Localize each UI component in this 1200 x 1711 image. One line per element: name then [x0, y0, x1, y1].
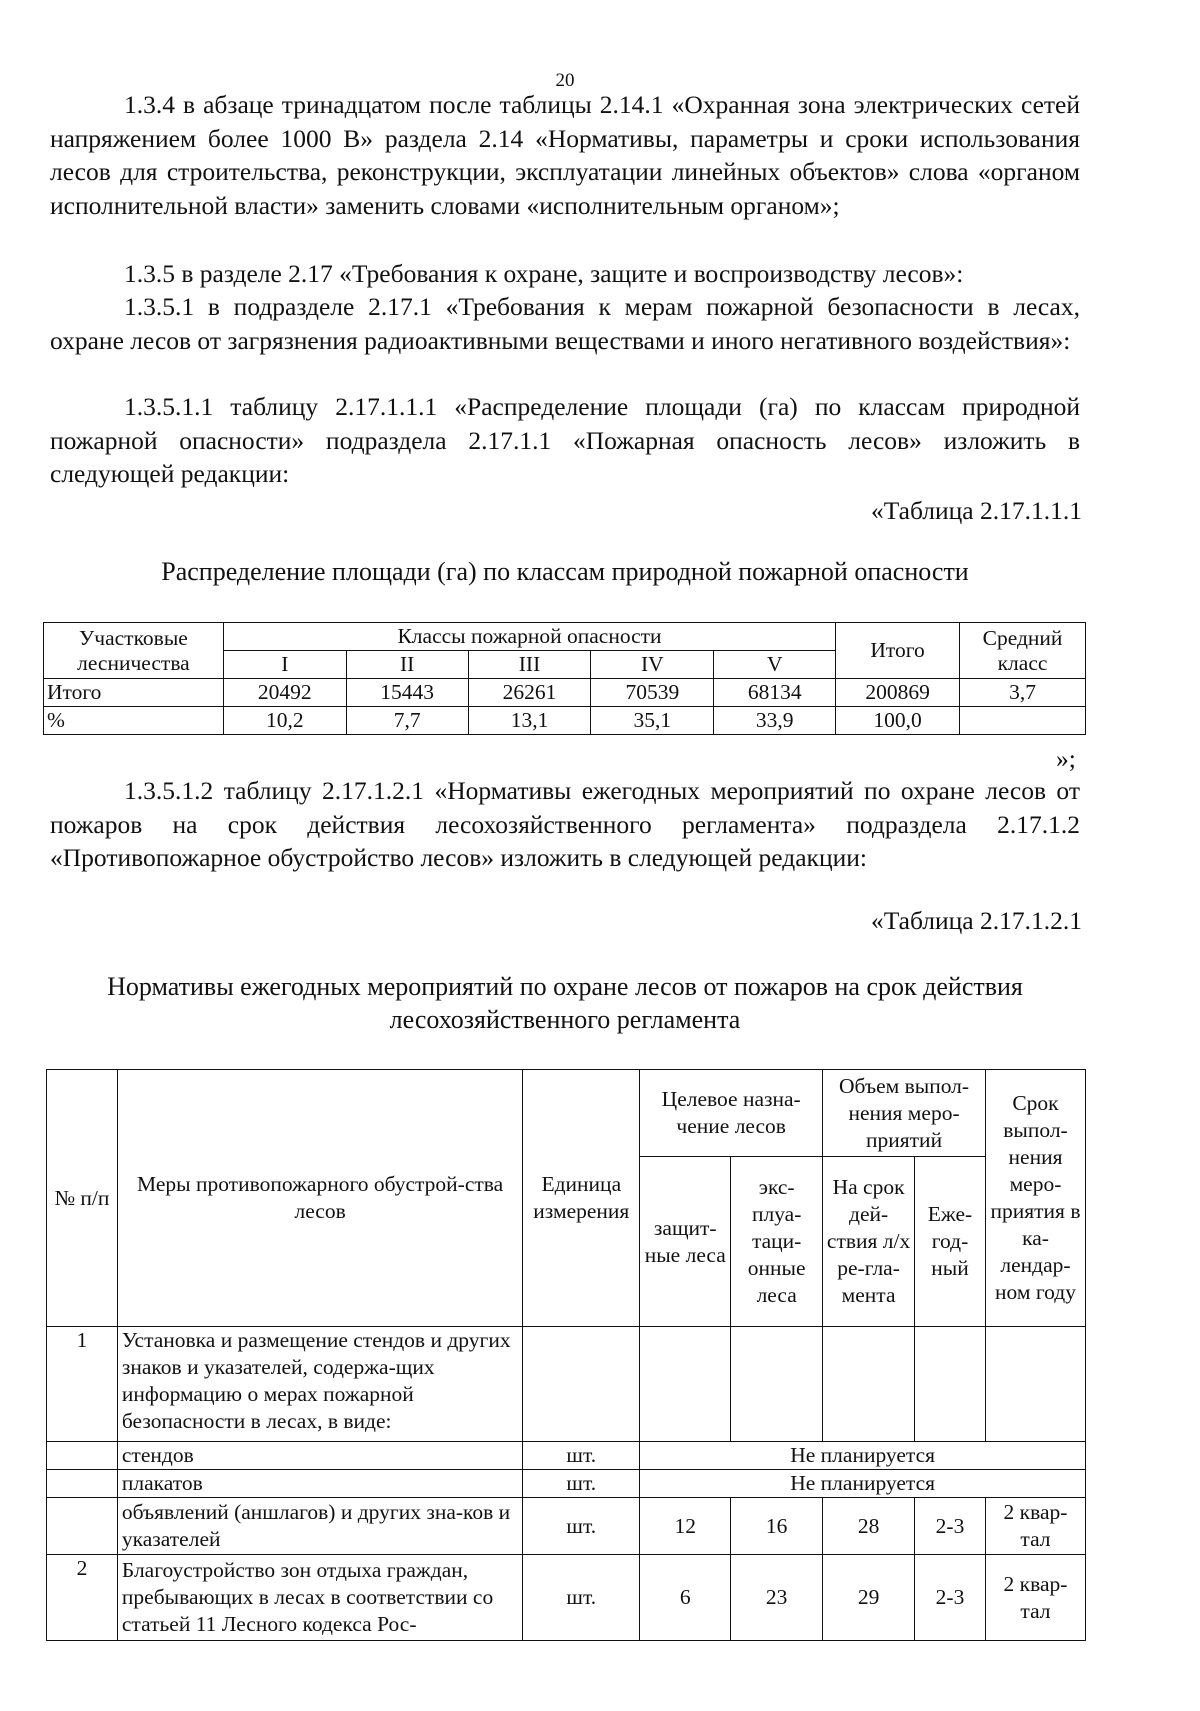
- paragraph-1-3-5-1-2: 1.3.5.1.2 таблицу 2.17.1.2.1 «Нормативы ежегодных мероприятий по охране лесов от пожаров на срок действия лесохозяйственного регламента» подраздела 2.17.1.2 «Противопожарное обустройство лесов» изложить в следующей редакции:: [50, 776, 1080, 872]
- header-protective-forests: защит-ные леса: [640, 1157, 731, 1327]
- cell-protective: 6: [640, 1555, 731, 1641]
- cell-value: 7,7: [346, 707, 468, 735]
- measure-name: Установка и размещение стендов и других знаков и указателей, содержа-щих информацию о мерах пожарной безопасности в лесах, в виде:: [117, 1327, 522, 1442]
- table2-label: «Таблица 2.17.1.2.1: [870, 906, 1082, 935]
- cell-annual: 2-3: [915, 1555, 986, 1641]
- fire-class-distribution-table: [43, 622, 1086, 735]
- header-class-2: II: [346, 651, 468, 679]
- table-row: [47, 1327, 1086, 1442]
- header-total: Итого: [836, 623, 960, 679]
- cell-value: 26261: [468, 679, 591, 707]
- header-class-1: I: [223, 651, 346, 679]
- header-deadline: Срок выпол-нения меро-приятия в ка-лендар-ном году: [985, 1070, 1085, 1327]
- paragraph-1-3-5-1-1: 1.3.5.1.1 таблицу 2.17.1.1.1 «Распределение площади (га) по классам природной пожарной опасности» подраздела 2.17.1.1 «Пожарная опасность лесов» изложить в следующей редакции:: [50, 392, 1080, 488]
- row-label: %: [44, 707, 224, 735]
- row-number: 1: [47, 1327, 118, 1442]
- table-row: [47, 1555, 1086, 1641]
- header-measures: Меры противопожарного обустрой-ства лесов: [117, 1070, 522, 1327]
- row-number: [47, 1498, 118, 1555]
- header-class-5: V: [714, 651, 836, 679]
- cell-total: 100,0: [836, 707, 960, 735]
- paragraph-1-3-5-1: 1.3.5.1 в подразделе 2.17.1 «Требования к мерам пожарной безопасности в лесах, охране лесов от загрязнения радиоактивными веществами и иного негативного воздействия»:: [50, 292, 1080, 355]
- row-number: [47, 1442, 118, 1470]
- measure-name: Благоустройство зон отдыха граждан, пребывающих в лесах в соответствии со статьей 11 Лесного кодекса Рос-: [117, 1555, 522, 1641]
- table-row: [47, 1498, 1086, 1555]
- cell-value: 68134: [714, 679, 836, 707]
- header-annual: Еже-год-ный: [915, 1157, 986, 1327]
- cell-unit: шт.: [523, 1498, 640, 1555]
- cell-term: 29: [823, 1555, 915, 1641]
- row-label: Итого: [44, 679, 224, 707]
- cell-value: 20492: [223, 679, 346, 707]
- cell-term: 28: [823, 1498, 915, 1555]
- cell-value: 15443: [346, 679, 468, 707]
- cell-protective: 12: [640, 1498, 731, 1555]
- header-class-3: III: [468, 651, 591, 679]
- header-class-4: IV: [591, 651, 714, 679]
- cell-value: 70539: [591, 679, 714, 707]
- fire-protection-measures-table: [46, 1069, 1086, 1641]
- row-number: 2: [47, 1555, 118, 1641]
- cell-unit: шт.: [523, 1442, 640, 1470]
- cell-total: 200869: [836, 679, 960, 707]
- cell-value: 13,1: [468, 707, 591, 735]
- cell-value: 33,9: [714, 707, 836, 735]
- cell-average: 3,7: [960, 679, 1086, 707]
- cell-average: [960, 707, 1086, 735]
- cell-unit: шт.: [523, 1555, 640, 1641]
- row-number: [47, 1470, 118, 1498]
- header-forest-purpose: Целевое назна-чение лесов: [640, 1070, 823, 1157]
- header-unit: Единица измерения: [523, 1070, 640, 1327]
- page-number: 20: [555, 70, 575, 91]
- cell-deadline: 2 квар-тал: [985, 1555, 1085, 1641]
- table-row: [44, 707, 1086, 735]
- table-row: [47, 1470, 1086, 1498]
- table1-closing-quote: »;: [1056, 744, 1076, 773]
- header-fire-classes: Классы пожарной опасности: [223, 623, 835, 651]
- table-row: [47, 1442, 1086, 1470]
- table2-title: Нормативы ежегодных мероприятий по охране лесов от пожаров на срок действия лесохозяйственного регламента: [107, 972, 1023, 1034]
- table1-label: «Таблица 2.17.1.1.1: [870, 496, 1082, 525]
- cell-deadline: 2 квар-тал: [985, 1498, 1085, 1555]
- measure-name: стендов: [117, 1442, 522, 1470]
- table-row: [44, 679, 1086, 707]
- cell-operational: 23: [731, 1555, 823, 1641]
- measure-name: плакатов: [117, 1470, 522, 1498]
- header-execution-volume: Объем выпол-нения меро-приятий: [823, 1070, 986, 1157]
- header-regulation-term: На срок дей-ствия л/х ре-гла-мента: [823, 1157, 915, 1327]
- paragraph-1-3-4: 1.3.4 в абзаце тринадцатом после таблицы 2.14.1 «Охранная зона электрических сетей напряжением более 1000 В» раздела 2.14 «Нормативы, параметры и сроки использования лесов для строительства, реконструкции, эксплуатации линейных объектов» слова «органом исполнительной власти» заменить словами «исполнительным органом»;: [50, 90, 1080, 220]
- table1-title: Распределение площади (га) по классам природной пожарной опасности: [161, 557, 969, 586]
- cell-not-planned: Не планируется: [640, 1442, 1086, 1470]
- header-operational-forests: экс-плуа-таци-онные леса: [731, 1157, 823, 1327]
- measure-name: объявлений (аншлагов) и других зна-ков и указателей: [117, 1498, 522, 1555]
- cell-annual: 2-3: [915, 1498, 986, 1555]
- cell-unit: шт.: [523, 1470, 640, 1498]
- cell-value: 10,2: [223, 707, 346, 735]
- cell-not-planned: Не планируется: [640, 1470, 1086, 1498]
- header-number: № п/п: [47, 1070, 118, 1327]
- header-forestries: Участковые лесничества: [44, 623, 224, 679]
- cell-operational: 16: [731, 1498, 823, 1555]
- cell-value: 35,1: [591, 707, 714, 735]
- paragraph-1-3-5: 1.3.5 в разделе 2.17 «Требования к охране, защите и воспроизводству лесов»:: [124, 259, 964, 288]
- header-average-class: Средний класс: [960, 623, 1086, 679]
